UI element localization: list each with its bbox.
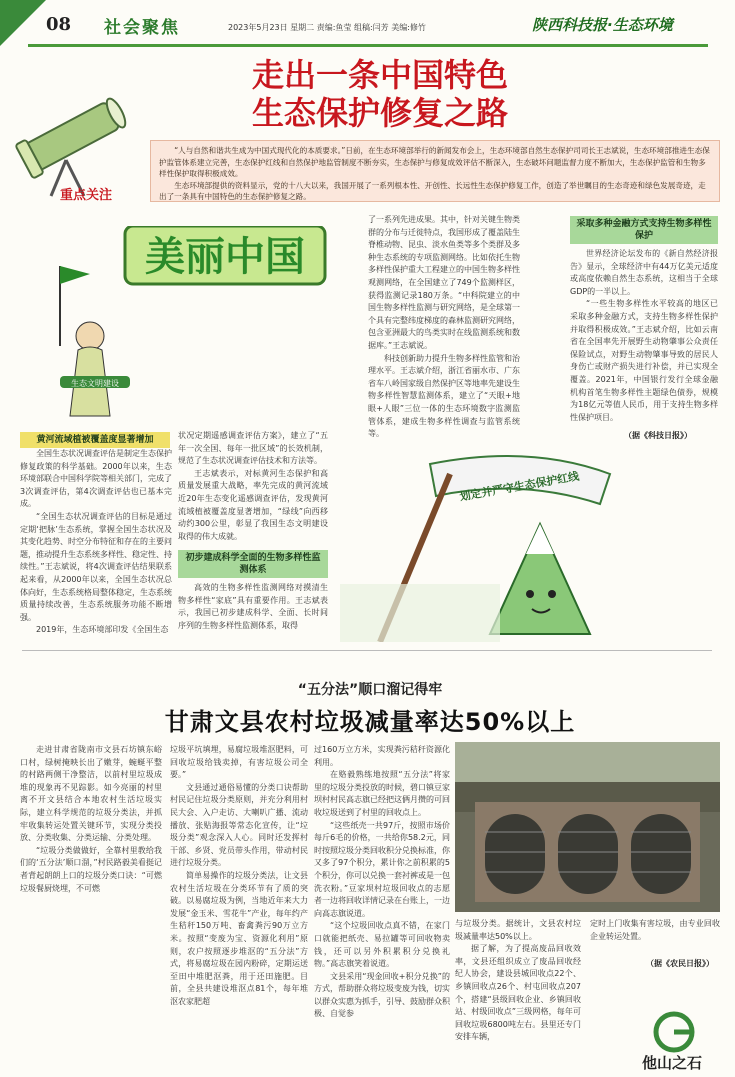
article2-kicker: “五分法”顺口溜记得牢 [297, 682, 443, 698]
body-paragraph: 简单易操作的垃圾分类法，让文县农村生活垃圾在分类环节有了质的突破。以易腐垃圾为例，当地近年来大力发展“金玉米、雪花牛”产业，每年约产生秸秆150万吨、畜禽粪污90万立方米。按照“变废为宝、资源化利用”原则，农户按照逐步堆沤的“五分法”方式，将易腐垃圾在园内粉碎，定期运送至田中堆肥沤粪，用于还田施肥。目前，全县共建设堆沤点81个，每年堆沤农家肥超 [170, 870, 308, 1006]
newspaper-brand: 陕西科技报·生态环境 [532, 16, 673, 34]
article1-title-line2: 生态保护修复之路 [251, 94, 508, 132]
body-paragraph: 科技创新助力提升生物多样性监管和治理水平。王志斌介绍，浙江省丽水市、广东省车八岭国家级自然保护区等地率先建设生物多样性智慧监测体系，建立了“天眼+地眼+人眼”三位一体的生态环境数字监测监管体系，建成生物多样性调查与监管系统等。 [368, 353, 520, 439]
body-paragraph: 定时上门收集有害垃圾，由专业回收企业转运处置。 [590, 919, 720, 941]
article1-column2-continued [178, 582, 328, 632]
body-paragraph: 文县通过通俗易懂的分类口诀帮助村民记住垃圾分类原则，并充分利用村民大会、入户走访、大喇叭广播、流动播放、张贴海报等常态化宣传，让“垃圾分类”观念深入人心。同时还发挥村干部、乡贤、党员带头作用，带动村民进行垃圾分类。 [170, 782, 308, 868]
article1-column1 [20, 448, 172, 637]
banner-text: 美丽中国 [145, 234, 305, 280]
article2-title: 甘肃文县农村垃圾减量率达50%以上 [164, 708, 576, 736]
body-paragraph: 在赂毅熟练地按照“五分法”将家里的垃圾分类投放的时候，碧口镇豆家坝村村民高志旗已经把这俩月攒的可回收垃圾送到了村里的回收点上。 [314, 770, 450, 817]
article2-column1 [20, 744, 162, 895]
article1-intro-box [150, 140, 720, 202]
article2-column3 [314, 744, 450, 1021]
body-paragraph: “这些纸壳一共97斤，按照市场价每斤6毛的价格，一共给你58.2元，同时按照垃圾分类回收积分兑换标准，你又多了97个积分，累计你之前积累的5个积分，你可以兑换一套衬裤或是一包洗衣粉。”豆家坝村垃圾回收点的志愿者一边将回收详情记录在台账上，一边向高志旗说道。 [314, 820, 450, 918]
header-rule [28, 44, 708, 47]
body-paragraph: 高效的生物多样性监测网络对摸清生物多样性“家底”具有重要作用。王志斌表示，我国已初步建成科学、全面、长时间序列的生物多样性监测体系，取得 [178, 583, 328, 630]
intro-paragraph: “人与自然和谐共生成为中国式现代化的本质要求。”日前，在生态环境部举行的新闻发布会上，生态环境部自然生态保护司司长王志斌说，生态环境部推进生态保护监管体系建立完善，生态保护红线和自然保护地监管制度不断夯实，生态保护与修复成效评估不断深入，生态破坏问题监督力度不断加大，生态保护监管和生物多样性保护取得积极成效。 [159, 146, 710, 178]
recycling-point-photo [455, 742, 720, 912]
sub-heading-finance: 采取多种金融方式支持生物多样性保护 [570, 216, 718, 244]
article2-column5 [590, 918, 720, 943]
body-paragraph: 世界经济论坛发布的《新自然经济报告》显示，全球经济中有44万亿美元适度或高度依赖自然生态系统，这相当于全球GDP的一半以上。 [570, 249, 718, 296]
body-paragraph: 与垃圾分类。据统计，文县农村垃圾减量率达50%以上。 [455, 919, 581, 941]
ribbon-text: 划定并严守生态保护红线 [458, 469, 581, 504]
sub-heading-monitoring: 初步建成科学全面的生物多样性监测体系 [178, 550, 328, 578]
article2-column2 [170, 744, 308, 1008]
article1-column3 [368, 214, 520, 441]
article1-title-line1: 走出一条中国特色 [251, 56, 508, 94]
body-paragraph: 垃圾平坑填埋，易腐垃圾堆沤肥料，可回收垃圾给钱卖掉，有害垃圾公司全要。” [170, 745, 308, 780]
body-paragraph: 走进甘肃省陇南市文县石坊镇东峪口村，绿树掩映长出了嫩芽，蜿蜒平整的村路两侧干净整洁，以前村里垃圾成堆的现象再不见踪影。如今亮丽的村里离不开文县结合本地农村生活垃圾实际，建立科学规范的垃圾分类法，并抓牢收集转运处置关键环节，实现分类投放、分类收集、分类运输、分类处理。 [20, 745, 162, 843]
article-separator [22, 650, 712, 651]
body-paragraph: 文县采用“现金回收+积分兑换”的方式，帮助群众将垃圾变废为钱，切实以群众实惠为抓手，引导、鼓励群众积极、自觉参 [314, 971, 450, 1019]
article1-column4 [570, 248, 718, 424]
body-paragraph: “全国生态状况调查评估的目标是通过定期‘把脉’生态系统，掌握全国生态状况及其变化趋势、时空分布特征和存在的主要问题，推动提升生态系统多样性、稳定性、持续性。”王志斌说，将4次调查评估结果联系起来看，从2000年以来，全国生态状况总体向好，生态系统格局整体稳定，生态系统质量持续改善，生态系统服务功能不断增强。 [20, 511, 172, 622]
article1-credit: （据《科技日报》） [624, 431, 692, 440]
body-paragraph: “垃圾分类做做好，全靠村里教给我们的‘五分法’顺口溜，”村民路毅美看挺记者背起朗朗上口的垃圾分类口诀：“可燃垃圾餐厨烧埋，不可燃 [20, 845, 162, 893]
section-title: 社会聚焦 [104, 18, 180, 38]
body-paragraph: 王志斌表示，对标黄河生态保护和高质量发展重大战略，率先完成的黄河流域近20年生态变化遥感调查评估，发现黄河流域植被覆盖度显著增加，“绿线”向西移动约300公里，彰显了我国生态文明建设取得的伟大成就。 [178, 468, 328, 541]
intro-paragraph: 生态环境部提供的资料显示，党的十八大以来，我国开展了一系列根本性、开创性、长远性生态保护修复工作，创造了举世瞩目的生态奇迹和绿色发展奇迹，走出了一条具有中国特色的生态保护修复之路。 [159, 180, 706, 201]
focus-tag: 重点关注 [60, 188, 113, 203]
body-paragraph: 全国生态状况调查评估是制定生态保护修复政策的科学基础。2000年以来，生态环境部联合中国科学院等相关部门，完成了3次调查评估，第4次调查评估也已基本完成。 [20, 449, 172, 509]
header-corner-decoration [0, 0, 46, 46]
beautiful-china-illustration [20, 226, 350, 426]
article1-column2 [178, 430, 328, 543]
body-paragraph: 据了解，为了提高废品回收效率，文县还组织成立了废品回收经纪人协会，建设县城回收点22个、乡镇回收点26个、村屯回收点207个，搭建“县级回收企业、乡镇回收站、村级回收点”三级网格，每年可回收垃圾6800吨左右。县里还专门安排车辆， [455, 944, 581, 1042]
sub-heading-yellow-river: 黄河流域植被覆盖度显著增加 [20, 432, 170, 448]
article1-title [210, 56, 550, 132]
article2-column4 [455, 918, 581, 1044]
article2-credit: （据《农民日报》） [646, 959, 714, 968]
body-paragraph: “一些生物多样性水平较高的地区已采取多种金融方式，支持生物多样性保护并取得积极成效。”王志斌介绍，比如云南省在全国率先开展野生动物肇事公众责任保险试点，对野生动物肇事导致的居民人身伤亡或财产损失进行补偿，并已实现全覆盖。2021年，中国银行发行全球金融机构首笔生物多样性主题绿色债券，规模为18亿元等值人民币，用于支持生物多样性保护项目。 [570, 299, 718, 422]
ecological-red-line-illustration [340, 444, 620, 642]
body-paragraph: 过160万立方米，实现粪污秸秆资源化利用。 [314, 745, 450, 767]
body-paragraph: “这个垃圾回收点真不错，在家门口就能把纸壳、易拉罐等可回收物卖钱，还可以另外积累积分兑换礼物。”高志旗笑着说道。 [314, 921, 450, 969]
body-paragraph: 了一系列先进成果。其中，针对关键生物类群的分布与迁徙特点，我国形成了覆盖陆生脊椎动物、昆虫、淡水鱼类等多个类群及多种生态系统的专项监测网络。比如依托生物多样性保护重大工程建立的中国生物多样性观测网络，在全国建立了749个监测样区，获得监测记录180万条。“中科院建立的中国生物多样性监测与研究网络，是全球第一个具有完整纬度梯度的森林监测研究网络，包含亚洲最大的鸟类实时在线监测系统和数据库。”王志斌说。 [368, 215, 520, 350]
logo-text: 他山之石 [641, 1054, 703, 1072]
body-paragraph: 状况定期遥感调查评估方案》，建立了“五年一次全国、每年一批区域”的长效机制，规范了生态状况调查评估技术和方法等。 [178, 431, 328, 466]
body-paragraph: 2019年，生态环境部印发《全国生态 [36, 625, 169, 635]
belt-text: 生态文明建设 [71, 379, 119, 388]
header-meta: 2023年5月23日 星期二 责编:鱼莹 组稿:闫芳 美编:修竹 [228, 23, 426, 32]
other-mountain-stone-logo [624, 1010, 720, 1072]
page-number: 08 [46, 14, 72, 35]
